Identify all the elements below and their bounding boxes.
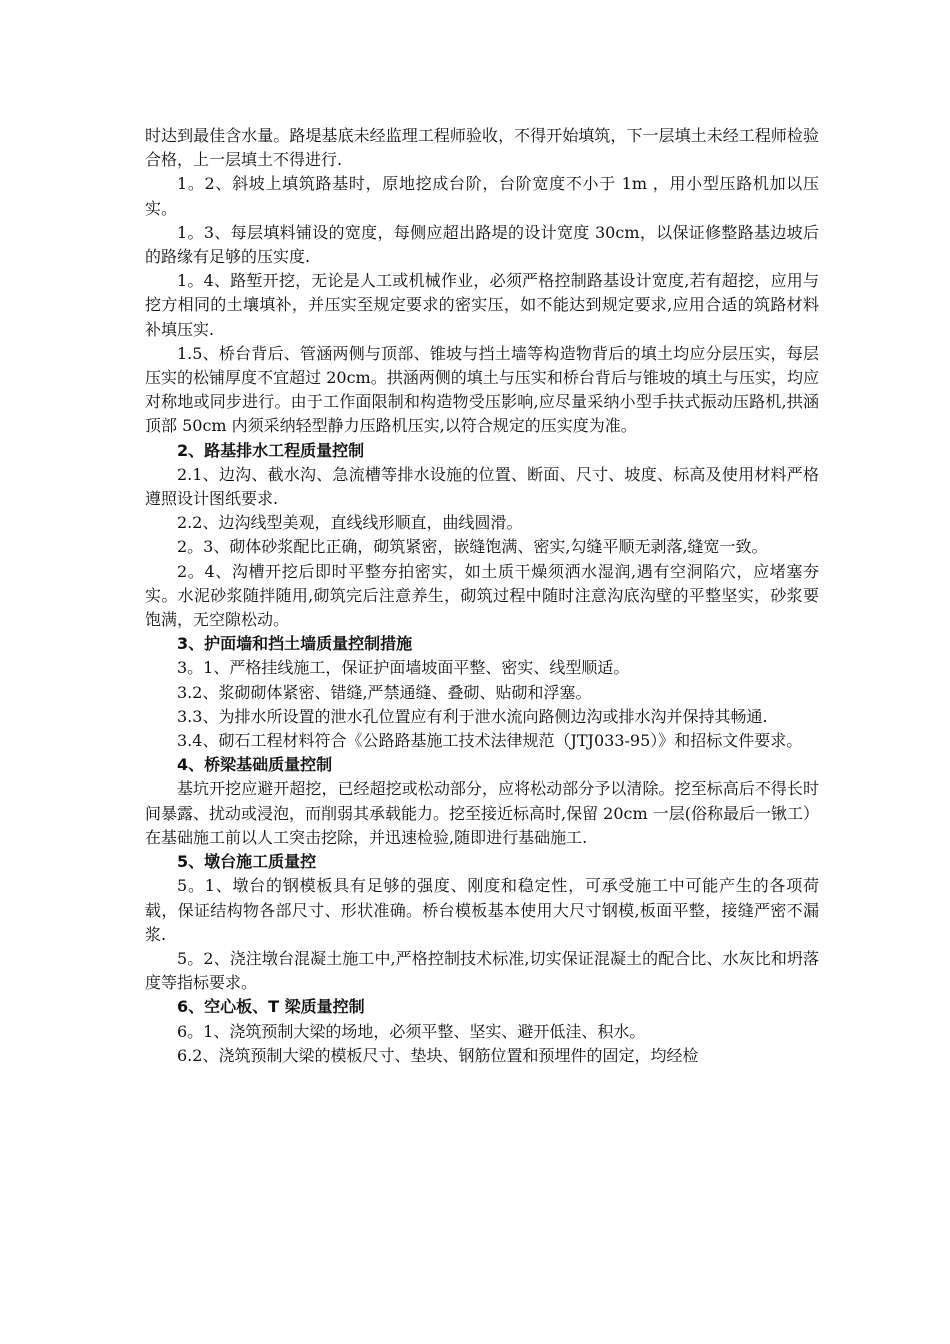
heading-section-2: 2、路基排水工程质量控制 (177, 440, 365, 460)
paragraph-1-5: 1.5、桥台背后、管涵两侧与顶部、锥坡与挡土墙等构造物背后的填土均应分层压实，每层压实的松铺厚度不宜超过 20cm。拱涵两侧的填土与压实和桥台背后与锥坡的填土与压实，均应对称地或同步进行。由于工作面限制和构造物受压影响,应尽量采纳小型手扶式振动压路机,拱涵顶部 50cm 内须采纳轻型静力压路机压实,以符合规定的压实度为准。 (145, 343, 819, 436)
paragraph-6-1: 6。1、浇筑预制大梁的场地，必须平整、坚实、避开低洼、积水。 (177, 1021, 646, 1041)
paragraph-2-1: 2.1、边沟、截水沟、急流槽等排水设施的位置、断面、尺寸、坡度、标高及使用材料严格遵照设计图纸要求. (145, 464, 819, 509)
paragraph-3-4: 3.4、砌石工程材料符合《公路路基施工技术法律规范（JTJ033-95）》和招标文件要求。 (177, 731, 803, 751)
paragraph-4-1: 基坑开挖应避开超挖，已经超挖或松动部分，应将松动部分予以清除。挖至标高后不得长时间暴露、扰动或浸泡，而削弱其承载能力。挖至接近标高时,保留 20cm 一层(俗称最后一锹工）在基础施工前以人工突击挖除，并迅速检验,随即进行基础施工. (145, 779, 819, 847)
paragraph-2-2: 2.2、边沟线型美观，直线线形顺直，曲线圆滑。 (177, 513, 523, 533)
heading-section-3: 3、护面墙和挡土墙质量控制措施 (177, 634, 413, 654)
heading-section-5: 5、墩台施工质量控 (177, 852, 317, 872)
paragraph-2-3: 2。3、砌体砂浆配比正确，砌筑紧密，嵌缝饱满、密实,勾缝平顺无剥落,缝宽一致。 (177, 537, 768, 557)
paragraph-2-4: 2。4、沟槽开挖后即时平整夯拍密实，如土质干燥须洒水湿润,遇有空洞陷穴，应堵塞夯实。水泥砂浆随拌随用,砌筑完后注意养生，砌筑过程中随时注意沟底沟壁的平整坚实，砂浆要饱满，无空隙松动。 (145, 561, 819, 630)
paragraph-3-3: 3.3、为排水所设置的泄水孔位置应有利于泄水流向路侧边沟或排水沟并保持其畅通. (177, 706, 768, 726)
paragraph-1-3: 1。3、每层填料铺设的宽度，每侧应超出路堤的设计宽度 30cm，以保证修整路基边坡后的路缘有足够的压实度. (145, 222, 819, 267)
document-body (145, 124, 819, 1068)
paragraph-1-4: 1。4、路堑开挖，无论是人工或机械作业，必须严格控制路基设计宽度,若有超挖，应用与挖方相同的土壤填补，并压实至规定要求的密实压，如不能达到规定要求,应用合适的筑路材料补填压实. (145, 271, 819, 339)
paragraph-5-2: 5。2、浇注墩台混凝土施工中,严格控制技术标准,切实保证混凝土的配合比、水灰比和坍落度等指标要求。 (145, 948, 819, 993)
paragraph-5-1: 5。1、墩台的钢模板具有足够的强度、刚度和稳定性，可承受施工中可能产生的各项荷载，保证结构物各部尺寸、形状准确。桥台模板基本使用大尺寸钢模,板面平整，接缝严密不漏浆. (145, 876, 819, 944)
paragraph-continued: 时达到最佳含水量。路堤基底未经监理工程师验收，不得开始填筑，下一层填土未经工程师检验合格，上一层填土不得进行. (145, 126, 819, 170)
paragraph-3-2: 3.2、浆砌砌体紧密、错缝,严禁通缝、叠砌、贴砌和浮塞。 (177, 682, 592, 702)
paragraph-3-1: 3。1、严格挂线施工，保证护面墙坡面平整、密实、线型顺适。 (177, 658, 630, 678)
paragraph-6-2: 6.2、浇筑预制大梁的模板尺寸、垫块、钢筋位置和预埋件的固定，均经检 (177, 1045, 699, 1065)
heading-section-6: 6、空心板、T 梁质量控制 (177, 997, 365, 1017)
paragraph-1-2: 1。2、斜坡上填筑路基时，原地挖成台阶，台阶宽度不小于 1m ，用小型压路机加以压实。 (145, 174, 819, 218)
heading-section-4: 4、桥梁基础质量控制 (177, 755, 333, 775)
